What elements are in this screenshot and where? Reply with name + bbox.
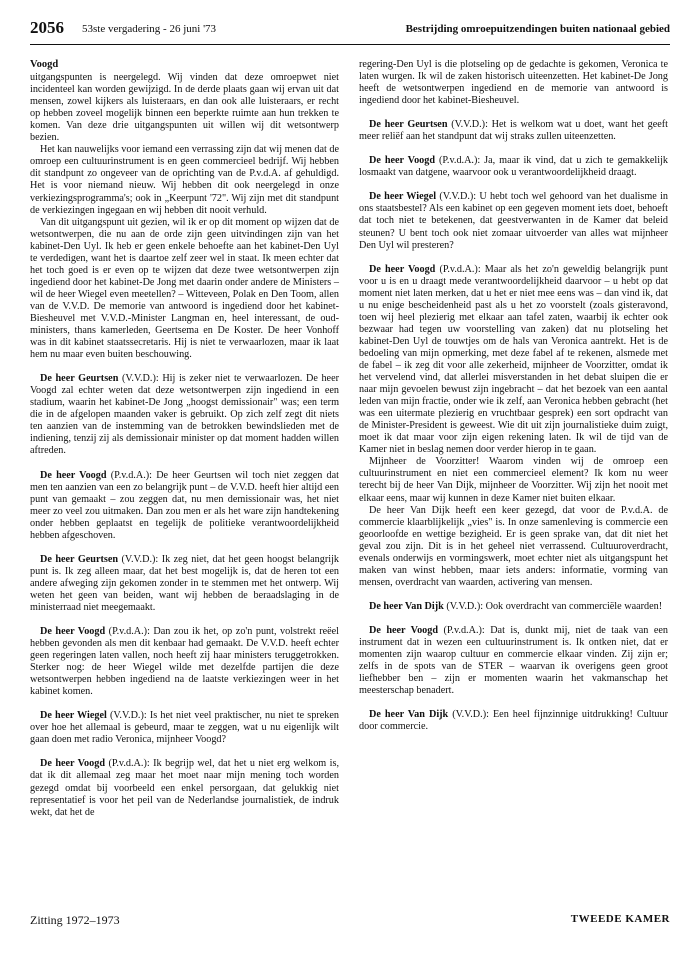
paragraph-text: Ik zeg niet, dat het geen hoogst belangrijk punt is. Ik zeg alleen maar, dat het best mogelijk is, dat de heren tot een andere afweging zijn gekomen zonder in te stemmen met het ontwerp. Wij weten het geen van beiden, want wij hebben de beraadslaging in de ministerraad niet meegemaakt. — [30, 553, 340, 613]
session-label: Zitting 1972–1973 — [30, 913, 120, 927]
speaker-party: (V.V.D.): — [448, 709, 493, 721]
paragraph-text: U hebt toch wel gehoord van het dualisme in ons staatsbestel? Als een kabinet op een gegeven moment iets doet, behoeft dat toch niet te betekenen, dat geestverwanten in de Kamer dat beleid steunen? U bent toch ook niet zomaar uitvoerder van alles wat mijnheer Den Uyl wil presteren? — [359, 191, 669, 251]
speaker-party: (P.v.d.A.): — [106, 469, 157, 481]
paragraph-text: Een heel fijnzinnige uitdrukking! Cultuur door commercie. — [359, 709, 669, 733]
speaker-party: (P.v.d.A.): — [105, 626, 154, 638]
paragraph — [359, 264, 668, 457]
paragraph — [30, 217, 339, 362]
speaker-name: De heer Voogd — [369, 155, 436, 167]
paragraph-text: Dan zou ik het, op zo'n punt, volstrekt reëel hebben gevonden als men dit kenbaar had gemaakt. De V.V.D. heeft echter geen regeringen laten vallen, noch heeft zij haar ministers teruggetrokken. Sterker nog: de heer Wiegel wilde met dezelfde partijen die deze wetsontwerpen hebben ingediend na de laatste verkiezingen weer in het kabinet komen. — [30, 626, 339, 698]
page-footer — [30, 913, 670, 929]
paragraph — [30, 72, 339, 144]
paragraph-text: Hij is zeker niet te verwaarlozen. De heer Voogd zal echter weten dat deze wetsontwerpen zijn ingediend in een stadium, waarin het kabinet-De Jong „hoogst demissionair" was; een term die in de afgelopen maanden vaker is gebruikt. Op zich zelf zegt dit niets ten aanzien van de instemming van de betrokken bewindslieden met de indiening, tenzij zij als demissionair minister op dat moment hadden willen aftreden. — [30, 373, 339, 457]
paragraph-text: Het kan nauwelijks voor iemand een verrassing zijn dat wij menen dat de omroep een cultuurinstrument is en geen commercieel bedrijf. Wij hebben dit standpunt zo ongeveer van de oprichting van de P.v.d.A. af gehuldigd. Het is voor niemand nieuw. Wij hebben dit ook neergelegd in onze verkiezingsprogramma's; ook in „Keerpunt '72". Wij zijn met dit standpunt de verkiezingen ingegaan en wij hebben dit nooit verhuld. — [30, 144, 339, 216]
speaker-party: (P.v.d.A.): — [435, 155, 485, 167]
right-column — [359, 59, 668, 733]
paragraph — [30, 758, 339, 818]
speaker-name: De heer Wiegel — [369, 191, 437, 203]
paragraph — [30, 144, 339, 216]
speaker-name: De heer Voogd — [40, 626, 106, 638]
paragraph — [359, 625, 668, 697]
speaker-party: (P.v.d.A.): — [438, 624, 491, 636]
paragraph — [30, 710, 339, 746]
paragraph — [359, 119, 668, 143]
paragraph — [30, 373, 339, 457]
paragraph — [359, 709, 668, 733]
paragraph-text: Is het niet veel praktischer, nu niet te spreken over hoe het allemaal is gebeurd, maar te zeggen, wat u nu eigenlijk wilt gaan doen met radio Veronica, mijnheer Voogd? — [30, 710, 339, 746]
speaker-party: (V.V.D.): — [443, 600, 486, 612]
paragraph — [359, 601, 668, 613]
speaker-party: (P.v.d.A.): — [105, 758, 154, 770]
paragraph — [30, 554, 339, 614]
paragraph — [359, 59, 668, 107]
speaker-name: De heer Wiegel — [40, 710, 107, 722]
page-number: 2056 — [30, 18, 64, 37]
paragraph — [359, 191, 668, 251]
chamber-label: TWEEDE KAMER — [570, 913, 670, 925]
speaker-party: (V.V.D.): — [447, 119, 492, 131]
speaker-party: (V.V.D.): — [118, 373, 163, 385]
speaker-name: De heer Voogd — [40, 758, 106, 770]
speaker-name: De heer Voogd — [40, 469, 107, 481]
speaker-party: (P.v.d.A.): — [435, 263, 485, 275]
speaker-name: De heer Van Dijk — [369, 600, 444, 612]
left-column — [30, 59, 339, 819]
paragraph-text: Van dit uitgangspunt uit gezien, wil ik er op dit moment op wijzen dat de wetsontwerpen, die nu aan de orde zijn geen uitvindingen zijn van het kabinet-Den Uyl. Ik heb er geen enkele behoefte aan het kabinet-Den Uyl te verdedigen, want het is daartoe zelf zeer wel in staat. Ik meen echter dat het toch goed is er even op te wijzen dat deze twee wetsontwerpen zijn ingediend door het kabinet-De Jong met daarin onder andere de Ministers – wil de heer Wiegel even meetellen? – Witteveen, Polak en Den Toom, allen van de V.V.D. De memorie van antwoord is ingediend door het kabinet-Biesheuvel met V.V.D.-Minister Langman en, heel interessant, de oud-ministers, thans kamerleden, Geertsema en De Koster. De heer Vonhoff was in dit kabinet staatssecretaris. Hij is niet te verwaarlozen, maar ik laat hem nu maar even buiten beschouwing. — [30, 216, 339, 361]
speaker-name: De heer Geurtsen — [40, 373, 119, 385]
speaker-party: (V.V.D.): — [436, 191, 480, 203]
speaker-name: De heer Voogd — [369, 624, 439, 636]
paragraph — [30, 626, 339, 698]
paragraph-text: De heer Geurtsen wil toch niet zeggen dat men ten aanzien van een zo belangrijk punt – de V.V.D. heeft hier altijd een punt van gemaakt – zou zeggen dat, nu men demissionair was, het niet meer zo veel zou uitmaken. Dan zou men er als het ware zijn handtekening onder hebben geplaatst en tegelijk de politieke verantwoordelijkheid hebben afgeschoven. — [30, 469, 340, 541]
speaker-name: De heer Voogd — [369, 263, 436, 275]
paragraph-text: Ook overdracht van commerciële waarden! — [485, 600, 663, 612]
paragraph-text: Dat is, dunkt mij, niet de taak van een instrument dat in wezen een cultuurinstrument is. Ik ontken niet, dat er momenten zijn waarop cultuur en commercie elkaar vinden. Zij zijn er; zelfs in de spots van de STER – waarvan ik overigens geen groot liefhebber ben – zijn er momenten waarin het vakmanschap het meesterschap benadert. — [359, 624, 668, 697]
paragraph-text: De heer Van Dijk heeft een keer gezegd, dat voor de P.v.d.A. de commercie klaarblijkelijk „vies" is. In onze samenleving is commercie een geoorloofde en wettige bezigheid. Er is geen sprake van, dat dit niet het geval zou zijn. Dit is in het geheel niet verrassend. Cultuuroverdracht, evenals onderwijs en vormingswerk, moet echter niet als uitgangspunt het maken van winst hebben, maar iets anders: informatie, vorming van mensen, overdracht van waarden, activering van mensen. — [359, 504, 668, 588]
paragraph-text: Maar als het zo'n geweldig belangrijk punt voor u is en u draagt mede verantwoordelijkheid daarvoor – u hebt op dat moment niet laten merken, dat u het er niet mee eens was – dan vind ik, dat u nu enige bescheidenheid past als u het zo voorstelt (zoals gisteravond, toen wij heel plezierig met elkaar aan tafel zaten, waarbij ik echter ook bezwaar had tegen uw voorstelling van zaken) dat nu plotseling het kabinet-Den Uyl de touwtjes om de hals van Veronica aantrekt. Het is de bedoeling van mijn opmerking, met deze fabel af te rekenen, alsmede met de fabel – ik zeg dit voor alle zekerheid, mijnheer de Voorzitter, omdat ik het vervelend vind, dat allerlei misverstanden in het debat sluipen die er naar mijn gevoelen bewust zijn ingebracht – dat het bezoek van een aantal leden van mijn fractie, onder wie ik zelf, aan Veronica hebben gebracht (het was een uitermate plezierig en vruchtbaar gesprek) een sort opdracht van de Minister-President is geweest. Wie dit uit zijn journalistieke duim zuigt, moet ik dat maar voor zijn eigen rekening laten. Ik wil de tijd van de Kamer niet in beslag nemen door verder hierop in te gaan. — [359, 263, 668, 456]
paragraph-text: Mijnheer de Voorzitter! Waarom vinden wij de omroep een cultuurinstrument en niet een commercieel element? Ik kom nu weer terecht bij de heer Van Dijk, mijnheer de Voorzitter. Wij zijn het nooit met elkaar eens, maar wij kunnen in deze Kamer niet buiten elkaar. — [359, 456, 668, 504]
paragraph-text: regering-Den Uyl is die plotseling op de gedachte is gekomen, Veronica te laten wurgen. Ik wil de zaken historisch uiteenzetten. Het kabinet-De Jong heeft de wetsontwerpen ingediend en de memorie van antwoord is ingediend door het kabinet-Biesheuvel. — [359, 59, 668, 107]
speaker-party: (V.V.D.): — [106, 710, 150, 722]
paragraph-text: Het is welkom wat u doet, want het geeft meer reliëf aan het standpunt dat wij straks zullen uiteenzetten. — [359, 119, 668, 143]
paragraph-text: Ik begrijp wel, dat het u niet erg welkom is, dat ik dit allemaal zeg maar het moet naar mijn mening toch worden gezegd omdat bij voorbeeld een enkel persorgaan, dat gelukkig niet representatief is voor het peil van de Nederlandse journalistiek, de indruk wekt, dat het de — [30, 758, 340, 818]
paragraph-text: Ja, maar ik vind, dat u zich te gemakkelijk losmaakt van datgene, waarvoor ook u verantwoordelijkheid draagt. — [359, 155, 668, 179]
speaker-name: De heer Geurtsen — [369, 119, 448, 131]
section-title: Voogd — [30, 59, 59, 70]
page-header — [30, 18, 670, 45]
speaker-party: (V.V.D.): — [118, 553, 162, 565]
paragraph — [30, 470, 339, 542]
paragraph-text: uitgangspunten is neergelegd. Wij vinden dat deze omroepwet niet incidenteel kan worden gewijzigd. In de derde plaats gaan wij ervan uit dat mensen, zowel kijkers als luisteraars, en dan ook alle luisteraars, er recht op hebben zoveel mogelijk binnen een beperkte ruimte aan hun trekken te komen. Van deze drie uitgangspunten uit willen wij dit wetsontwerp bezien. — [30, 72, 339, 144]
paragraph — [359, 456, 668, 504]
speaker-name: De heer Geurtsen — [40, 553, 119, 565]
paragraph — [359, 505, 668, 589]
speaker-name: De heer Van Dijk — [369, 709, 449, 721]
paragraph — [359, 155, 668, 179]
meeting-info: 53ste vergadering - 26 juni '73 — [82, 23, 217, 35]
running-title: Bestrijding omroepuitzendingen buiten nationaal gebied — [405, 23, 670, 35]
